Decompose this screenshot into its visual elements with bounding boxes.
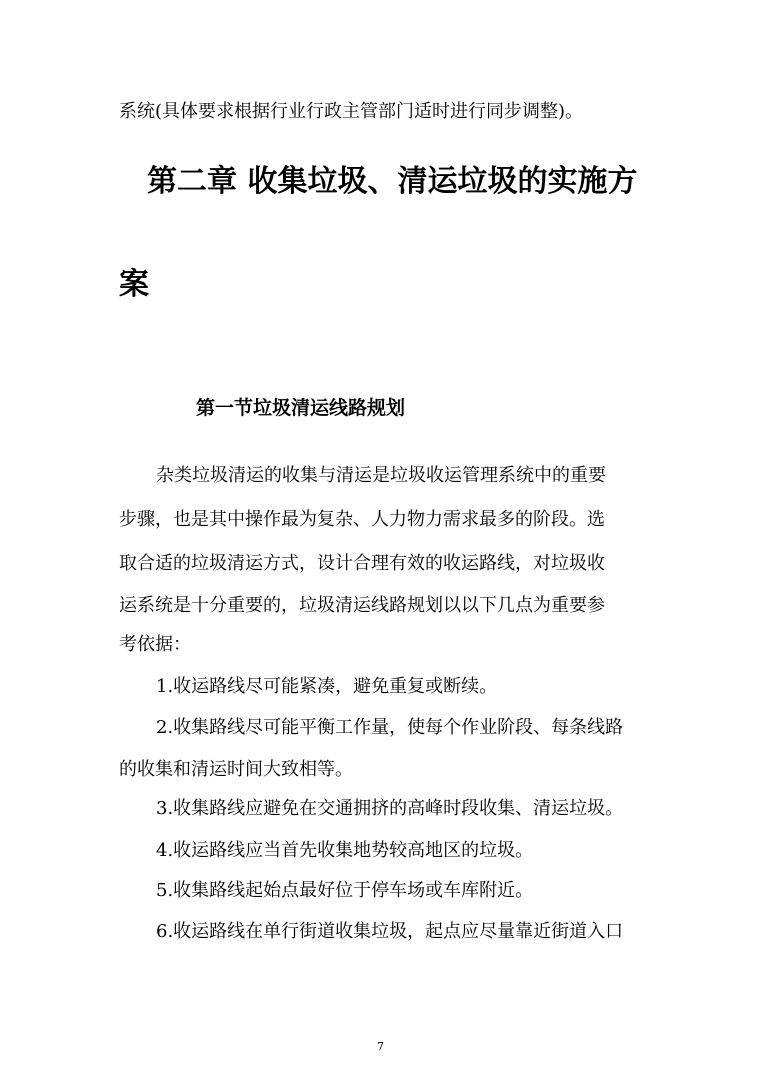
- list-item-line: 1.收运路线尽可能紧凑，避免重复或断续。: [156, 676, 498, 697]
- list-item-line: 的收集和清运时间大致相等。: [119, 759, 353, 780]
- section-title: 第一节垃圾清运线路规划: [196, 397, 406, 419]
- list-item-line: 6.收运路线在单行街道收集垃圾，起点应尽量靠近街道入口: [156, 921, 624, 942]
- chapter-title-line-2: 案: [119, 267, 149, 302]
- paragraph-line: 考依据：: [119, 634, 191, 655]
- paragraph-line: 运系统是十分重要的，垃圾清运线路规划以以下几点为重要参: [119, 595, 605, 616]
- intro-text-line: 系统(具体要求根据行业行政主管部门适时进行同步调整)。: [119, 101, 584, 122]
- list-item-line: 4.收运路线应当首先收集地势较高地区的垃圾。: [156, 840, 534, 861]
- list-item-line: 3.收集路线应避免在交通拥挤的高峰时段收集、清运垃圾。: [156, 798, 624, 819]
- list-item-line: 2.收集路线尽可能平衡工作量，使每个作业阶段、每条线路: [156, 717, 624, 738]
- page-number: 7: [377, 1040, 384, 1053]
- paragraph-line: 取合适的垃圾清运方式，设计合理有效的收运路线，对垃圾收: [119, 553, 605, 574]
- list-item-line: 5.收集路线起始点最好位于停车场或车库附近。: [156, 880, 534, 901]
- chapter-title-line-1: 第二章 收集垃圾、清运垃圾的实施方: [147, 164, 638, 199]
- paragraph-line: 步骤，也是其中操作最为复杂、人力物力需求最多的阶段。选: [119, 509, 605, 530]
- paragraph-line: 杂类垃圾清运的收集与清运是垃圾收运管理系统中的重要: [156, 465, 606, 486]
